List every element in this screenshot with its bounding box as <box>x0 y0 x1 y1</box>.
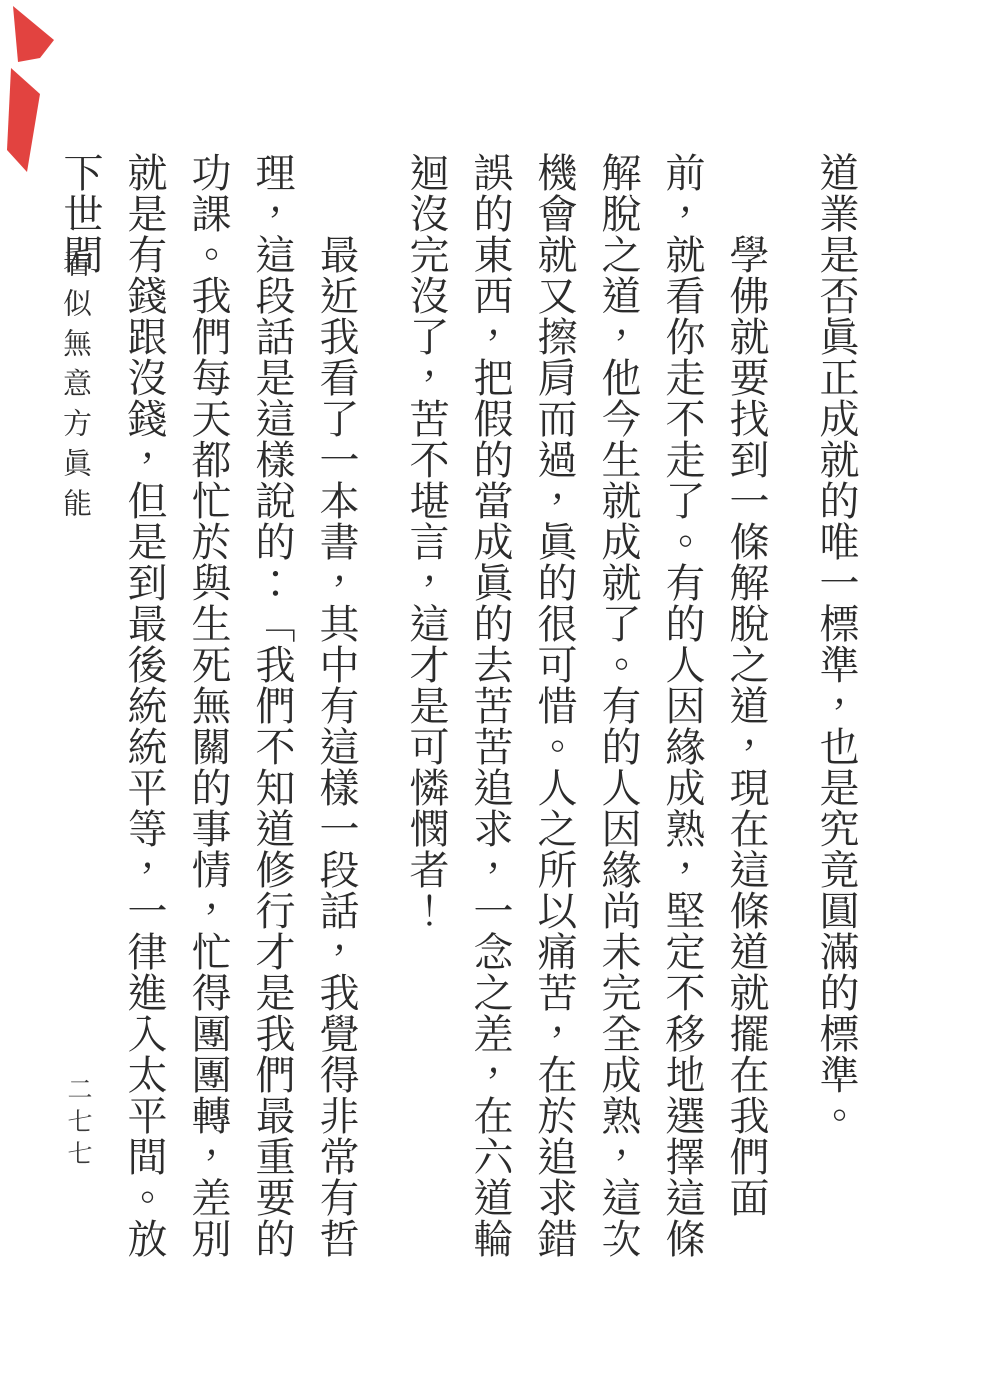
paragraph-3: 最近我看了一本書，其中有這樣一段話，我覺得非常有哲理，這段話是這樣說的：「我們不知道修行才是我們最重要的功課。我們每天都忙於與生死無關的事情，忙得團團轉，差別就是有錢跟沒錢，但是到最後統統平等，一律進入太平間。放下世間 <box>57 152 359 1259</box>
page-number: 二七七 <box>64 1076 93 1172</box>
main-text <box>48 152 868 1274</box>
running-title: 看似無意方眞能 <box>59 248 93 528</box>
paragraph-1: 道業是否眞正成就的唯一標準，也是究竟圓滿的標準。 <box>813 152 859 1136</box>
paragraph-2: 學佛就要找到一條解脫之道，現在這條道就擺在我們面前，就看你走不走了。有的人因緣成熟，堅定不移地選擇這條解脫之道，他今生就成就了。有的人因緣尚未完全成熟，這次機會就又擦肩而過，眞的很可惜。人之所以痛苦，在於追求錯誤的東西，把假的當成眞的去苦苦追求，一念之差，在六道輪迴沒完沒了，苦不堪言，這才是可憐憫者！ <box>403 152 769 1259</box>
